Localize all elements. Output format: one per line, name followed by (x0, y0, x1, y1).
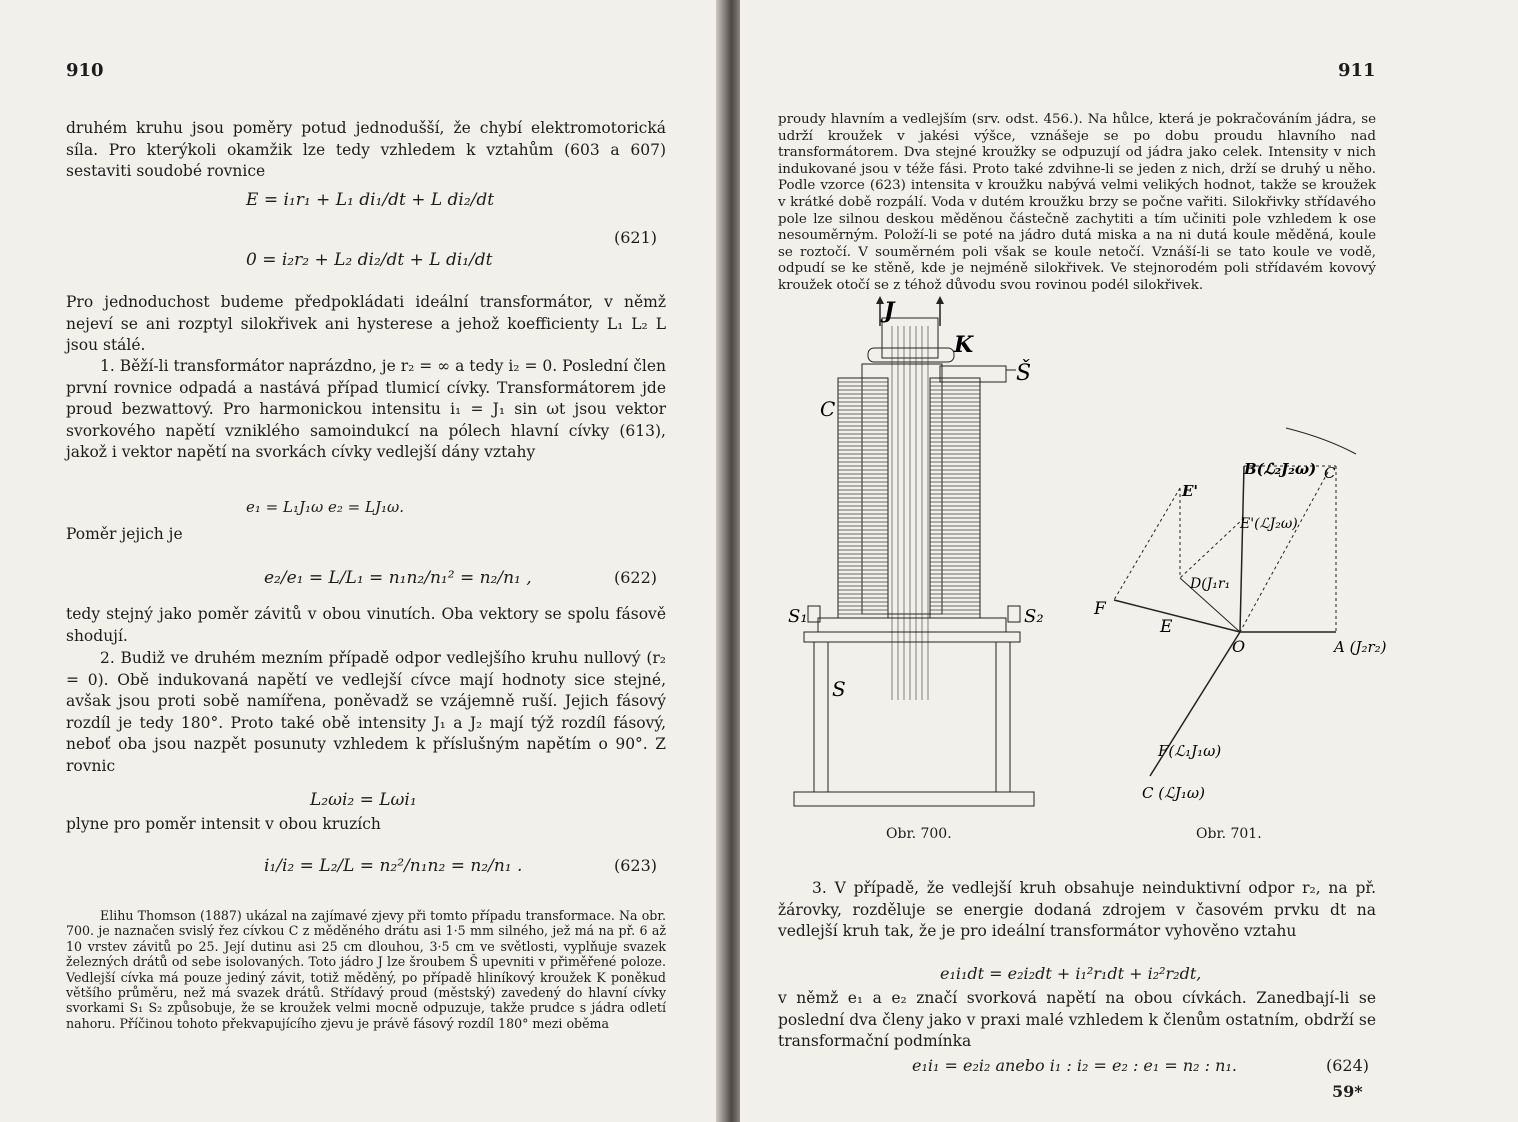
equation-number: (624) (1326, 1056, 1370, 1075)
vector-label: O (1232, 637, 1246, 656)
figure-label: S₂ (1024, 606, 1044, 627)
figure-701-vector-diagram (1086, 424, 1387, 804)
vector-label: C (ℒJ₁ω) (1142, 784, 1206, 802)
paragraph: plyne pro poměr intensit v obou kruzích (66, 815, 381, 833)
equation-number: (621) (614, 228, 658, 247)
paragraph: proudy hlavním a vedlejším (srv. odst. 456.). Na hůlce, která je pokračováním jádra, se udrží kroužek v jakési výšce, vznášeje se po dobu proudu hlavního nad transformátorem. Dva stejné kroužky se odpuzují od jádra jako celek. Intensity v nich indukované jsou v téže fási. Proto také zdvihne-li se jeden z nich, drží se druhý u něho. Podle vzorce (623) intensita v kroužku nabývá velmi velikých hodnot, takže se kroužek v krátké době rozpálí. Voda v dutém kroužku brzy se počne vařiti. Silokřivky střídavého pole lze silnou deskou měděnou částečně zachytiti a tím učiniti pole vzhledem k ose nesouměrným. Položí-li se poté na jádro dutá miska a na ni dutá koule měděná, koule se roztočí. V souměrném poli však se koule netočí. Vznáší-li se tato koule ve vodě, odpudí se ke stěně, kde je nejméně silokřivek. Ve stejnorodém poli střídavém kovový kroužek otočí se z téhož důvodu svou rovinou podél silokřivek. (778, 112, 1376, 293)
figure-caption: Obr. 700. (886, 826, 952, 842)
vector-label: F(ℒ₁J₁ω) (1158, 742, 1222, 760)
figure-label: S (832, 677, 846, 701)
page-number: 911 (1338, 60, 1376, 81)
equation-l: L₂ωi₂ = Lωi₁ (310, 790, 417, 810)
paragraph-small: Elihu Thomson (1887) ukázal na zajímavé zjevy při tomto případu transformace. Na obr. 700. je naznačen svislý řez cívkou C z měděného drátu asi 1·5 mm silného, jež má na př. 6 až 10 vrstev závitů po 25. Její dutinu asi 25 cm dlouhou, 3·5 cm ve světlosti, vyplňuje svazek železných drátů od sebe isolovaných. Toto jádro J lze šroubem Š upevniti v přiměřené poloze. Vedlejší cívka má pouze jediný závit, totiž měděný, po případě hliníkový kroužek K poněkud většího průměru, než má svazek drátů. Střídavý proud (městský) zavedený do hlavní cívky svorkami S₁ S₂ způsobuje, že se kroužek velmi mocně odpuzuje, takže prudce s jádra odletí nahoru. Příčinou tohoto překvapujícího zjevu je právě fásový rozdíl 180° mezi oběma (66, 908, 666, 1031)
paragraph: druhém kruhu jsou poměry potud jednodušší, že chybí elektromotorická síla. Pro kterýkoli okamžik lze tedy vzhledem k vztahům (603 a 607) sestaviti soudobé rovnice (66, 119, 666, 181)
equation-number: (622) (614, 568, 658, 587)
vector-label: B(ℒ₂J₂ω) (1244, 460, 1317, 478)
equation-621-line2: 0 = i₂r₂ + L₂ di₂/dt + L di₁/dt (246, 250, 493, 270)
figure-label: S₁ (788, 606, 808, 627)
paragraph: 3. V případě, že vedlejší kruh obsahuje neinduktivní odpor r₂, na př. žárovky, rozděluje se energie dodaná zdrojem v časovém prvku dt na vedlejší kruh tak, že je pro ideální transformátor vyhověno vztahu (778, 879, 1376, 941)
paragraph: v němž e₁ a e₂ značí svorková napětí na obou cívkách. Zanedbají-li se poslední dva členy jako v praxi malé vzhledem k členům ostatním, obdrží se transformační podmínka (778, 989, 1376, 1051)
equation-622: e₂/e₁ = L/L₁ = n₁n₂/n₁² = n₂/n₁ , (264, 568, 532, 588)
equation-623: i₁/i₂ = L₂/L = n₂²/n₁n₂ = n₂/n₁ . (264, 856, 523, 876)
figure-label: J (884, 298, 895, 324)
figure-label: C (820, 397, 836, 421)
equation-624: e₁i₁ = e₂i₂ anebo i₁ : i₂ = e₂ : e₁ = n₂ : n₁. (912, 1056, 1237, 1075)
figure-label: K (954, 332, 974, 358)
figure-caption: Obr. 701. (1196, 826, 1262, 842)
vector-label: D(J₁r₁ (1190, 576, 1231, 592)
vector-label: A (J₂r₂) (1334, 638, 1387, 656)
paragraph: Pro jednoduchost budeme předpokládati ideální transformátor, v němž nejeví se ani rozptyl silokřivek ani hysterese a jehož koefficienty L₁ L₂ L jsou stálé. (66, 293, 666, 355)
vector-label: C (1324, 464, 1336, 482)
paragraph: 2. Budiž ve druhém mezním případě odpor vedlejšího kruhu nullový (r₂ = 0). Obě indukovaná napětí ve vedlejší cívce mají hodnoty sice stejné, avšak jsou proti sobě namířena, poněvadž se vzájemně ruší. Jejich fásový rozdíl je tedy 180°. Proto také obě intensity J₁ a J₂ mají týž rozdíl fásový, neboť oba jsou nazpět posunuty vzhledem k příslušným napětím o 90°. Z rovnic (66, 649, 666, 775)
page-number: 910 (66, 60, 104, 81)
equation-number: (623) (614, 856, 658, 875)
vector-label: F (1094, 599, 1106, 619)
paragraph: Poměr jejich je (66, 525, 183, 543)
left-page (0, 0, 724, 1122)
vector-label: E (1160, 617, 1173, 637)
signature-mark: 59* (1332, 1082, 1363, 1101)
paragraph: 1. Běží-li transformátor naprázdno, je r₂ = ∞ a tedy i₂ = 0. Poslední člen první rovnice odpadá a nastává případ tlumicí cívky. Transformátorem jde proud bezwattový. Pro harmonickou intensitu i₁ = J₁ sin ωt jsou vektor svorkového napětí vzniklého samoindukcí na pólech hlavní cívky (613), jakož i vektor napětí na svorkách cívky vedlejší dány vztahy (66, 357, 666, 462)
vector-label: E' (1182, 482, 1199, 500)
equation-621-line1: E = i₁r₁ + L₁ di₁/dt + L di₂/dt (246, 190, 495, 210)
right-page (740, 0, 1518, 1122)
paragraph: tedy stejný jako poměr závitů v obou vinutích. Oba vektory se spolu fásově shodují. (66, 605, 666, 645)
figure-label: Š (1016, 361, 1032, 386)
vector-label: E'(ℒJ₂ω) (1240, 516, 1298, 532)
equation-energy: e₁i₁dt = e₂i₂dt + i₁²r₁dt + i₂²r₂dt, (940, 964, 1202, 983)
figure-700-transformer (780, 296, 1070, 816)
equation-e: e₁ = L₁J₁ω e₂ = LJ₁ω. (246, 498, 404, 516)
